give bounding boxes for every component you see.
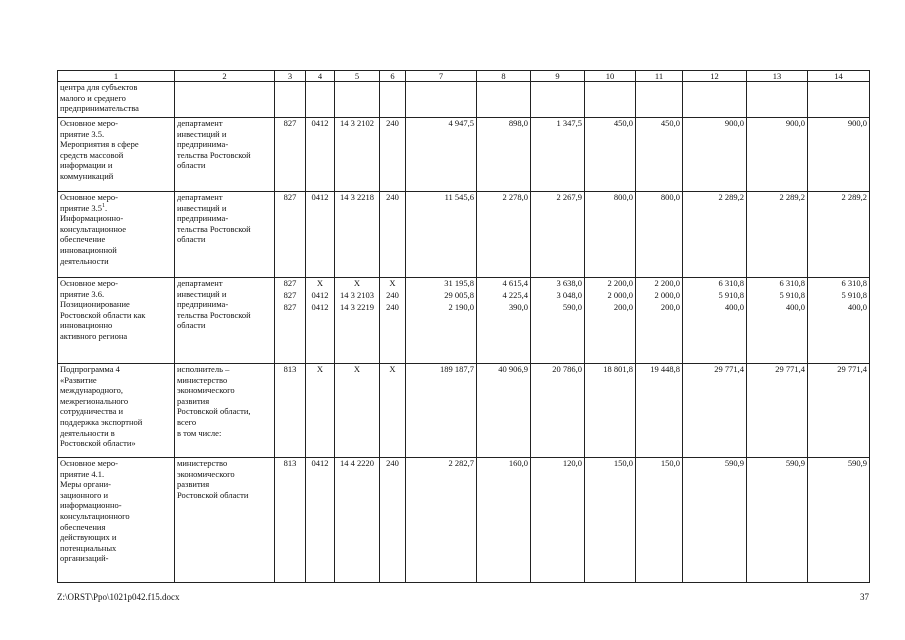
value-cell [306,82,335,118]
value-cell: 14 3 2218 [335,192,380,278]
value-cell: 390,0 [477,302,531,364]
value-cell: X [380,278,406,290]
value-cell [380,82,406,118]
value-cell: 898,0 [477,118,531,192]
value-cell: 120,0 [531,458,585,583]
measure-name: Подпрограмма 4 «Развитие международного, межрегионального сотрудничества и поддержка экспортной деятельности в Ростовской области» [58,364,175,458]
table-row [58,364,870,458]
header-cell: 3 [275,71,306,82]
value-cell: 5 910,8 [808,290,870,302]
value-cell: 800,0 [636,192,683,278]
value-cell: 2 289,2 [808,192,870,278]
value-cell: 189 187,7 [406,364,477,458]
value-cell: 29 771,4 [808,364,870,458]
value-cell: 240 [380,302,406,364]
header-cell: 8 [477,71,531,82]
value-cell: 19 448,8 [636,364,683,458]
value-cell: 813 [275,458,306,583]
header-cell: 11 [636,71,683,82]
value-cell: 900,0 [747,118,808,192]
value-cell [406,82,477,118]
value-cell: 240 [380,192,406,278]
table-row [58,192,870,278]
measure-name: Основное меро- приятие 4.1. Меры органи- зационного и информационно- консультационного обеспечения действующих и потенциальных организаций- [58,458,175,583]
table-row [58,82,870,118]
header-cell: 1 [58,71,175,82]
value-cell: 5 910,8 [747,290,808,302]
value-cell [275,82,306,118]
value-cell: 2 282,7 [406,458,477,583]
value-cell: 1 347,5 [531,118,585,192]
table-row [58,118,870,192]
executor [175,82,275,118]
header-cell: 12 [683,71,747,82]
value-cell: 2 000,0 [636,290,683,302]
value-cell: 18 801,8 [585,364,636,458]
value-cell: 5 910,8 [683,290,747,302]
header-row [58,71,870,82]
value-cell: 150,0 [636,458,683,583]
executor: департамент инвестиций и предпринима- тельства Ростовской области [175,118,275,192]
value-cell: 827 [275,302,306,364]
value-cell: X [306,364,335,458]
value-cell: 29 771,4 [683,364,747,458]
value-cell: 2 289,2 [747,192,808,278]
value-cell: 590,0 [531,302,585,364]
header-cell: 5 [335,71,380,82]
value-cell: 29 771,4 [747,364,808,458]
value-cell [808,82,870,118]
value-cell: 240 [380,290,406,302]
executor: департамент инвестиций и предпринима- тельства Ростовской области [175,192,275,278]
value-cell [747,82,808,118]
value-cell: 2 190,0 [406,302,477,364]
value-cell: 0412 [306,290,335,302]
measure-name: Основное меро- приятие 3.5. Мероприятия в сфере средств массовой информации и коммуникаций [58,118,175,192]
value-cell: 11 545,6 [406,192,477,278]
value-cell: 827 [275,192,306,278]
value-cell: 2 200,0 [636,278,683,290]
value-cell: 4 225,4 [477,290,531,302]
value-cell: 400,0 [747,302,808,364]
measure-name-text: . Информационно- консультационное обеспечение инновационной деятельности [60,202,126,266]
value-cell: 813 [275,364,306,458]
value-cell: 400,0 [808,302,870,364]
measure-name: центра для субъектов малого и среднего предпринимательства [58,82,175,118]
value-cell: 4 947,5 [406,118,477,192]
header-cell: 4 [306,71,335,82]
header-cell: 2 [175,71,275,82]
header-cell: 13 [747,71,808,82]
value-cell: 0412 [306,458,335,583]
value-cell: 14 3 2219 [335,302,380,364]
value-cell [531,82,585,118]
value-cell: 827 [275,118,306,192]
value-cell: X [380,364,406,458]
value-cell: 6 310,8 [683,278,747,290]
value-cell: 590,9 [747,458,808,583]
value-cell: 240 [380,118,406,192]
value-cell: 450,0 [636,118,683,192]
value-cell: 2 278,0 [477,192,531,278]
value-cell [477,82,531,118]
header-cell: 7 [406,71,477,82]
value-cell: 150,0 [585,458,636,583]
value-cell [683,82,747,118]
value-cell: 14 4 2220 [335,458,380,583]
table-row [58,458,870,583]
measure-name: Основное меро- приятие 3.6. Позиционирование Ростовской области как инновационно активного региона [58,278,175,364]
value-cell: 14 3 2103 [335,290,380,302]
measure-name [58,192,175,278]
value-cell [636,82,683,118]
value-cell: 590,9 [683,458,747,583]
value-cell: 160,0 [477,458,531,583]
value-cell: 900,0 [683,118,747,192]
executor: исполнитель – министерство экономического развития Ростовской области, всего в том числе: [175,364,275,458]
value-cell: 3 638,0 [531,278,585,290]
measure-name-sup: 1 [102,202,106,209]
table-row [58,278,870,290]
value-cell: 6 310,8 [808,278,870,290]
header-cell: 10 [585,71,636,82]
value-cell: 0412 [306,302,335,364]
document-path: Z:\ORST\Ppo\1021p042.f15.docx [57,592,180,602]
value-cell: 590,9 [808,458,870,583]
value-cell: 827 [275,290,306,302]
value-cell: 2 200,0 [585,278,636,290]
value-cell: 800,0 [585,192,636,278]
value-cell: 0412 [306,192,335,278]
header-cell: 14 [808,71,870,82]
value-cell: 827 [275,278,306,290]
value-cell: 200,0 [636,302,683,364]
value-cell: X [306,278,335,290]
value-cell: X [335,364,380,458]
value-cell: 29 005,8 [406,290,477,302]
page-number: 37 [860,592,869,602]
value-cell [585,82,636,118]
value-cell: 40 906,9 [477,364,531,458]
value-cell: 200,0 [585,302,636,364]
value-cell: X [335,278,380,290]
value-cell: 450,0 [585,118,636,192]
value-cell: 900,0 [808,118,870,192]
header-cell: 6 [380,71,406,82]
value-cell: 31 195,8 [406,278,477,290]
value-cell: 0412 [306,118,335,192]
measure-name-text: Основное меро- приятие 3.5 [60,192,119,213]
value-cell: 400,0 [683,302,747,364]
value-cell: 14 3 2102 [335,118,380,192]
value-cell: 6 310,8 [747,278,808,290]
executor: департамент инвестиций и предпринима- тельства Ростовской области [175,278,275,364]
budget-table [57,70,870,583]
value-cell: 2 000,0 [585,290,636,302]
value-cell: 3 048,0 [531,290,585,302]
value-cell: 240 [380,458,406,583]
value-cell: 2 289,2 [683,192,747,278]
value-cell: 4 615,4 [477,278,531,290]
header-cell: 9 [531,71,585,82]
value-cell [335,82,380,118]
value-cell: 20 786,0 [531,364,585,458]
value-cell: 2 267,9 [531,192,585,278]
executor: министерство экономического развития Ростовской области [175,458,275,583]
